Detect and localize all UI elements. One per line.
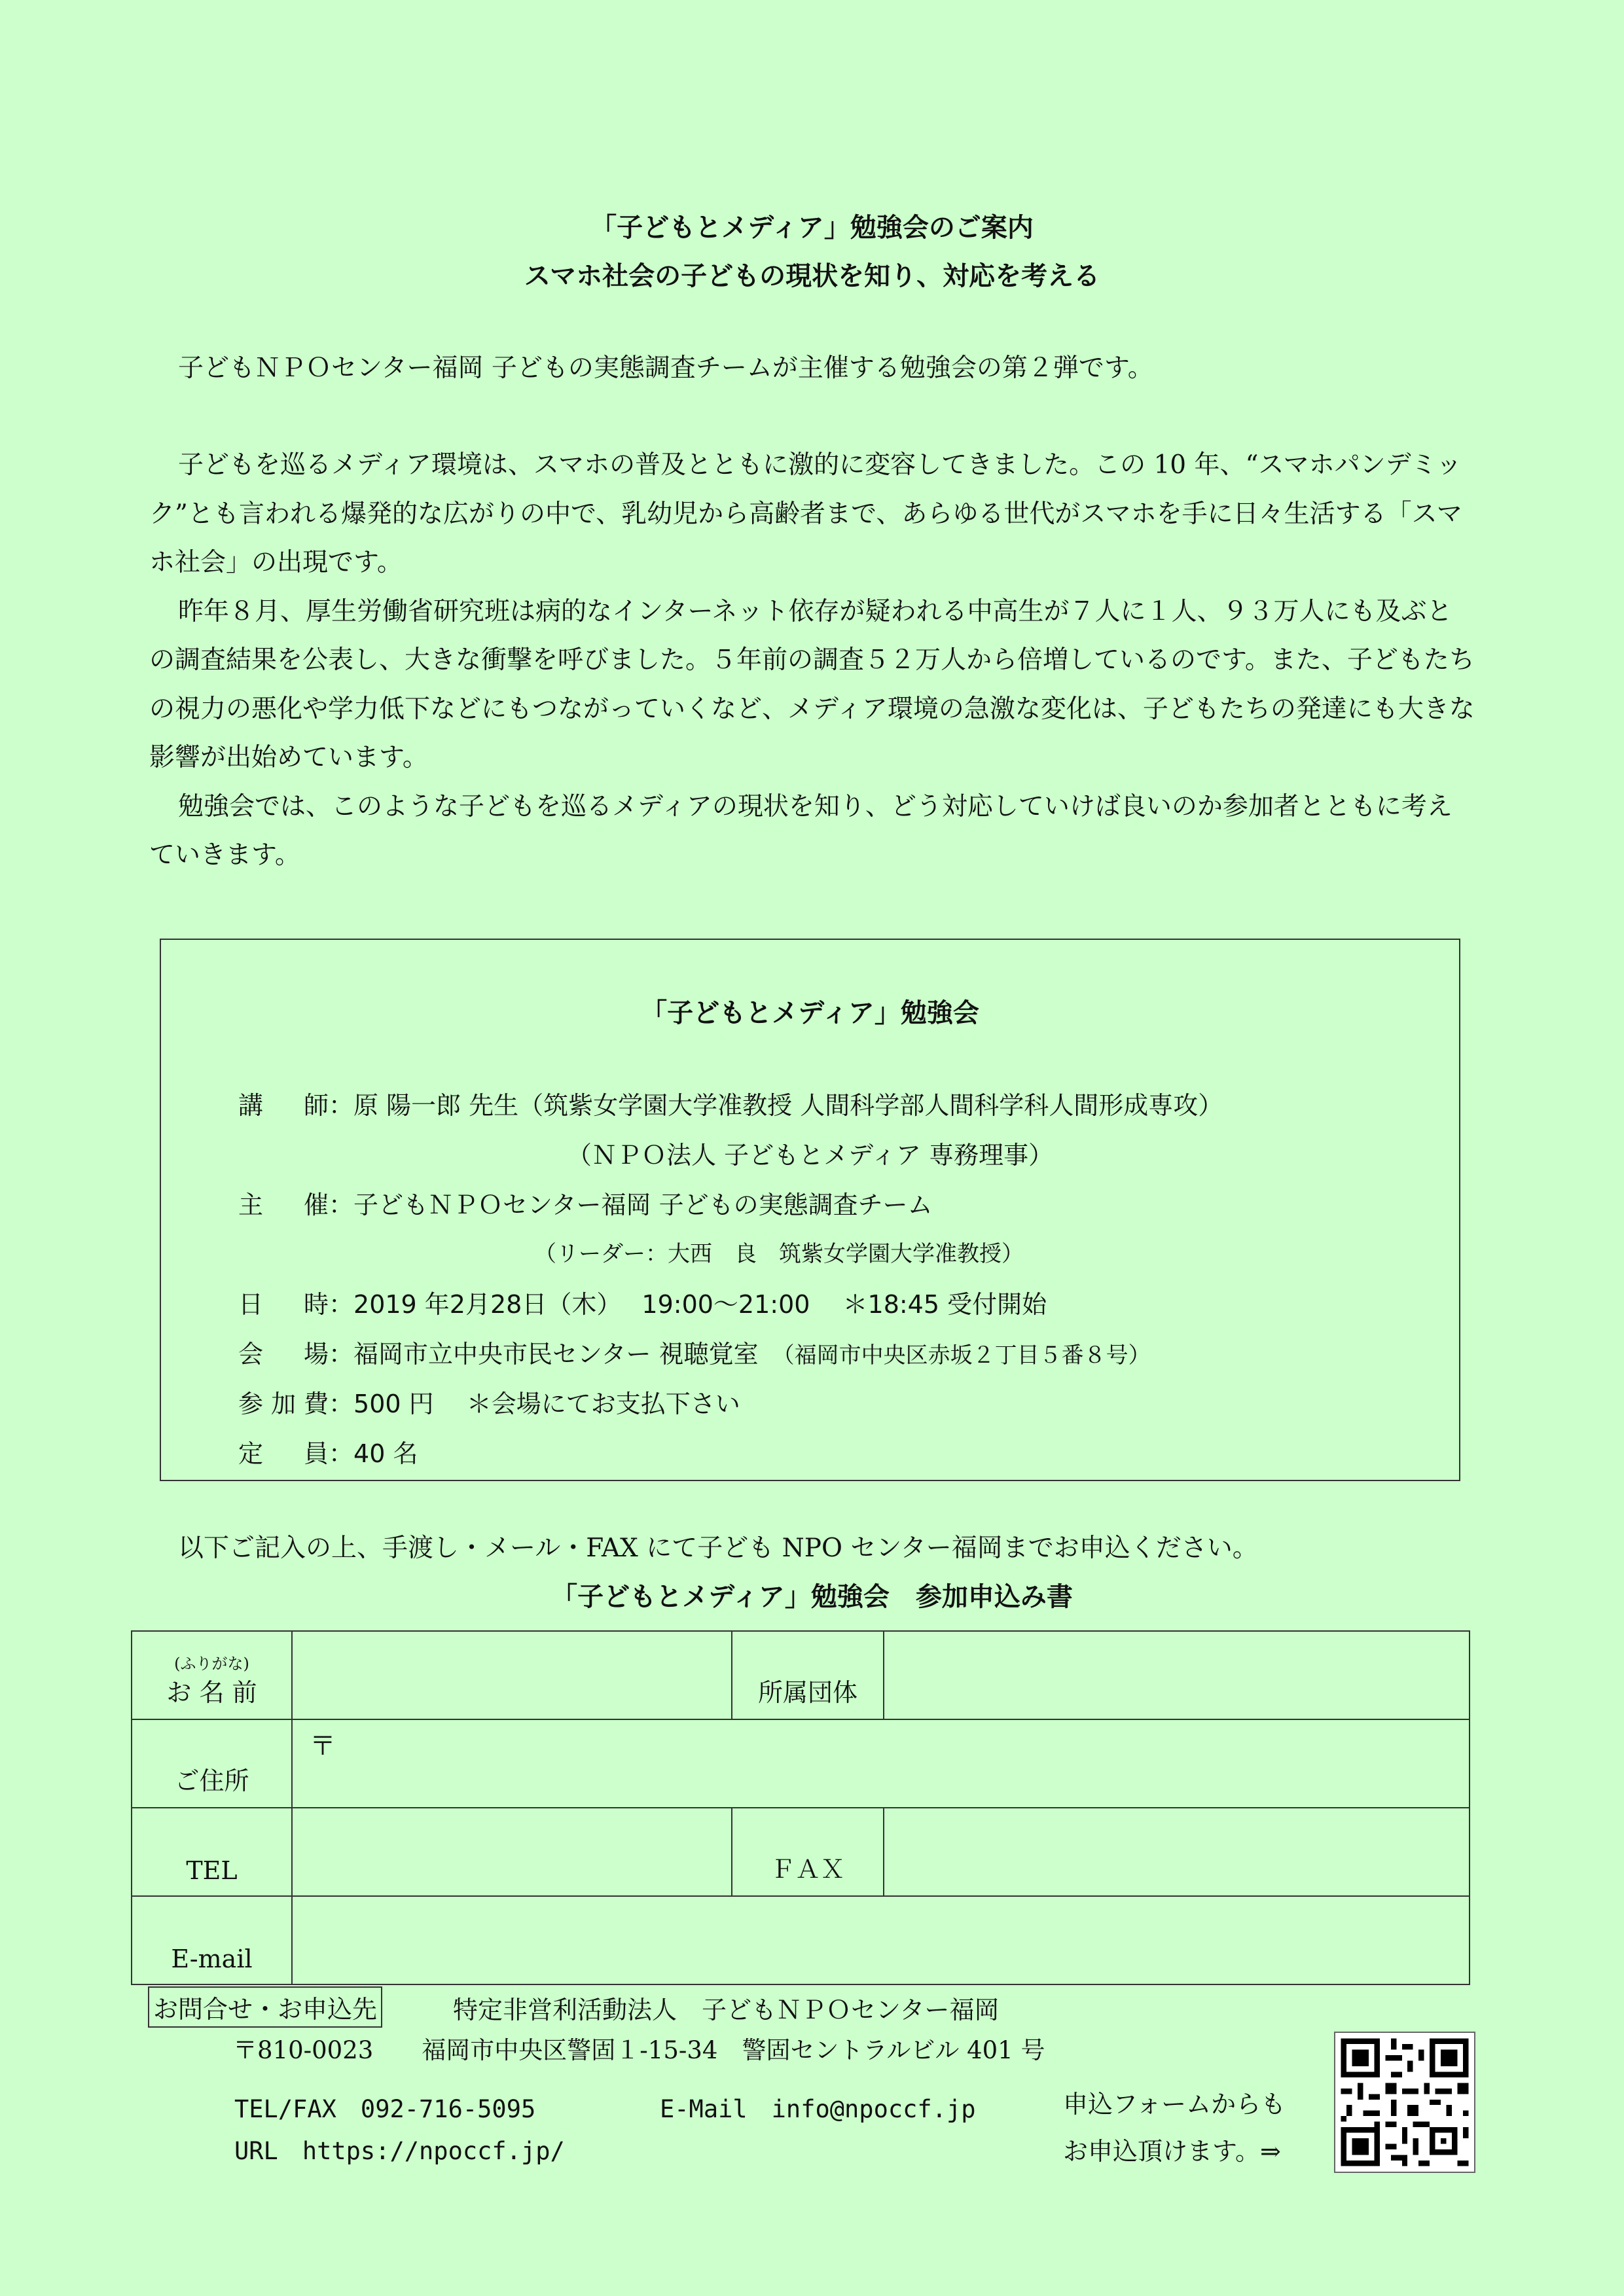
venue-label: 会 場: [238, 1340, 329, 1369]
organizer-value: 子どもＮＰＯセンター福岡 子どもの実態調査チーム: [353, 1191, 933, 1219]
fee-row: 参加費：500 円 ＊会場にてお支払下さい: [238, 1384, 740, 1420]
tel-label: TEL: [132, 1808, 292, 1896]
group-field[interactable]: [884, 1631, 1470, 1719]
event-title: 「子どもとメディア」勉強会: [641, 998, 979, 1028]
capacity-row: 定 員：40 名: [238, 1433, 418, 1469]
application-form: [131, 1630, 1470, 1985]
contact-email[interactable]: E-Mail info@npoccf.jp: [660, 2095, 976, 2123]
fax-field[interactable]: [884, 1808, 1470, 1896]
form-title: 「子どもとメディア」勉強会 参加申込み書: [551, 1582, 1073, 1612]
form-row-name: [132, 1631, 1470, 1719]
datetime-row: 日 時：2019 年2月28日（木） 19:00～21:00 ＊18:45 受付開始: [238, 1284, 1047, 1320]
lecturer-value: 原 陽一郎 先生（筑紫女学園大学准教授 人間科学部人間科学科人間形成専攻）: [353, 1091, 1223, 1120]
body-paragraph-2: 昨年８月、厚生労働省研究班は病的なインターネット依存が疑われる中高生が７人に１人、９３万人にも及ぶとの調査結果を公表し、大きな衝撃を呼びました。５年前の調査５２万人から倍増しているのです。また、子どもたちの視力の悪化や学力低下などにもつながっていくなど、メディア環境の急激な変化は、子どもたちの発達にも大きな影響が出始めています。: [149, 596, 1475, 772]
lecturer-row: 講 師：原 陽一郎 先生（筑紫女学園大学准教授 人間科学部人間科学科人間形成専攻）: [238, 1085, 1223, 1121]
fee-label: 参加費: [238, 1390, 329, 1418]
email-field[interactable]: [292, 1896, 1470, 1984]
lecturer-role: （ＮＰＯ法人 子どもとメディア 専務理事）: [567, 1141, 1054, 1170]
organizer-leader: （リーダー：大西 良 筑紫女学園大学准教授）: [534, 1241, 1024, 1267]
page-subtitle: スマホ社会の子どもの現状を知り、対応を考える: [524, 261, 1100, 291]
name-label: [132, 1631, 292, 1719]
body-paragraph-3: 勉強会では、このような子どもを巡るメディアの現状を知り、どう対応していけば良いのか参加者とともに考えていきます。: [149, 791, 1453, 870]
apply-note: 以下ご記入の上、手渡し・メール・FAX にて子ども NPO センター福岡までお申込ください。: [178, 1534, 1258, 1563]
page-title: 「子どもとメディア」勉強会のご案内: [590, 213, 1034, 243]
lecturer-label: 講 師: [238, 1091, 329, 1120]
body-paragraph-1: 子どもを巡るメディア環境は、スマホの普及とともに激的に変容してきました。この 10 年、“スマホパンデミック”とも言われる爆発的な広がりの中で、乳幼児から高齢者まで、あらゆる世代がスマホを手に日々生活する「スマホ社会」の出現です。: [149, 450, 1462, 577]
form-row-phone: [132, 1808, 1470, 1896]
contact-url[interactable]: URL https://npoccf.jp/: [234, 2137, 565, 2165]
capacity-value: 40 名: [353, 1439, 418, 1468]
venue-address: （福岡市中央区赤坂２丁目５番８号）: [783, 1342, 1151, 1369]
contact-label: お問合せ・お申込先: [148, 1986, 382, 2028]
form-note-line-2: お申込頂けます。⇒: [1063, 2137, 1281, 2166]
datetime-label: 日 時: [238, 1290, 329, 1319]
name-furigana: (ふりがな): [174, 1655, 249, 1673]
postal-mark: 〒: [310, 1731, 336, 1761]
capacity-label: 定 員: [238, 1439, 329, 1468]
contact-address: 〒810-0023 福岡市中央区警固１-15-34 警固セントラルビル 401 号: [233, 2036, 1045, 2064]
datetime-value: 2019 年2月28日（木） 19:00～21:00 ＊18:45 受付開始: [353, 1290, 1047, 1319]
name-field[interactable]: [292, 1631, 732, 1719]
qr-code-icon: [1335, 2033, 1474, 2172]
intro-paragraph: 子どもＮＰＯセンター福岡 子どもの実態調査チームが主催する勉強会の第２弾です。: [178, 353, 1153, 383]
name-label-text: お 名 前: [166, 1678, 257, 1707]
body-text: [149, 441, 1477, 880]
form-note-line-1: 申込フォームからも: [1063, 2090, 1286, 2119]
tel-field[interactable]: [292, 1808, 732, 1896]
organizer-row: 主 催：子どもＮＰＯセンター福岡 子どもの実態調査チーム: [238, 1185, 933, 1221]
email-label: E-mail: [132, 1896, 292, 1984]
event-info-box: [160, 939, 1460, 1481]
organizer-label: 主 催: [238, 1191, 329, 1219]
contact-org: 特定非営利活動法人 子どもＮＰＯセンター福岡: [453, 1996, 1000, 2024]
address-field[interactable]: [292, 1719, 1470, 1808]
contact-telfax: TEL/FAX 092-716-5095: [234, 2095, 536, 2123]
form-row-email: [132, 1896, 1470, 1984]
address-label: ご住所: [132, 1719, 292, 1808]
qr-code[interactable]: [1334, 2032, 1475, 2173]
venue-row: 会 場：福岡市立中央市民センター 視聴覚室 （福岡市中央区赤坂２丁目５番８号）: [238, 1334, 1151, 1370]
fee-value: 500 円 ＊会場にてお支払下さい: [353, 1390, 740, 1418]
venue-value: 福岡市立中央市民センター 視聴覚室: [353, 1340, 759, 1369]
form-row-address: [132, 1719, 1470, 1808]
group-label: 所属団体: [732, 1631, 884, 1719]
fax-label: ＦＡＸ: [732, 1808, 884, 1896]
